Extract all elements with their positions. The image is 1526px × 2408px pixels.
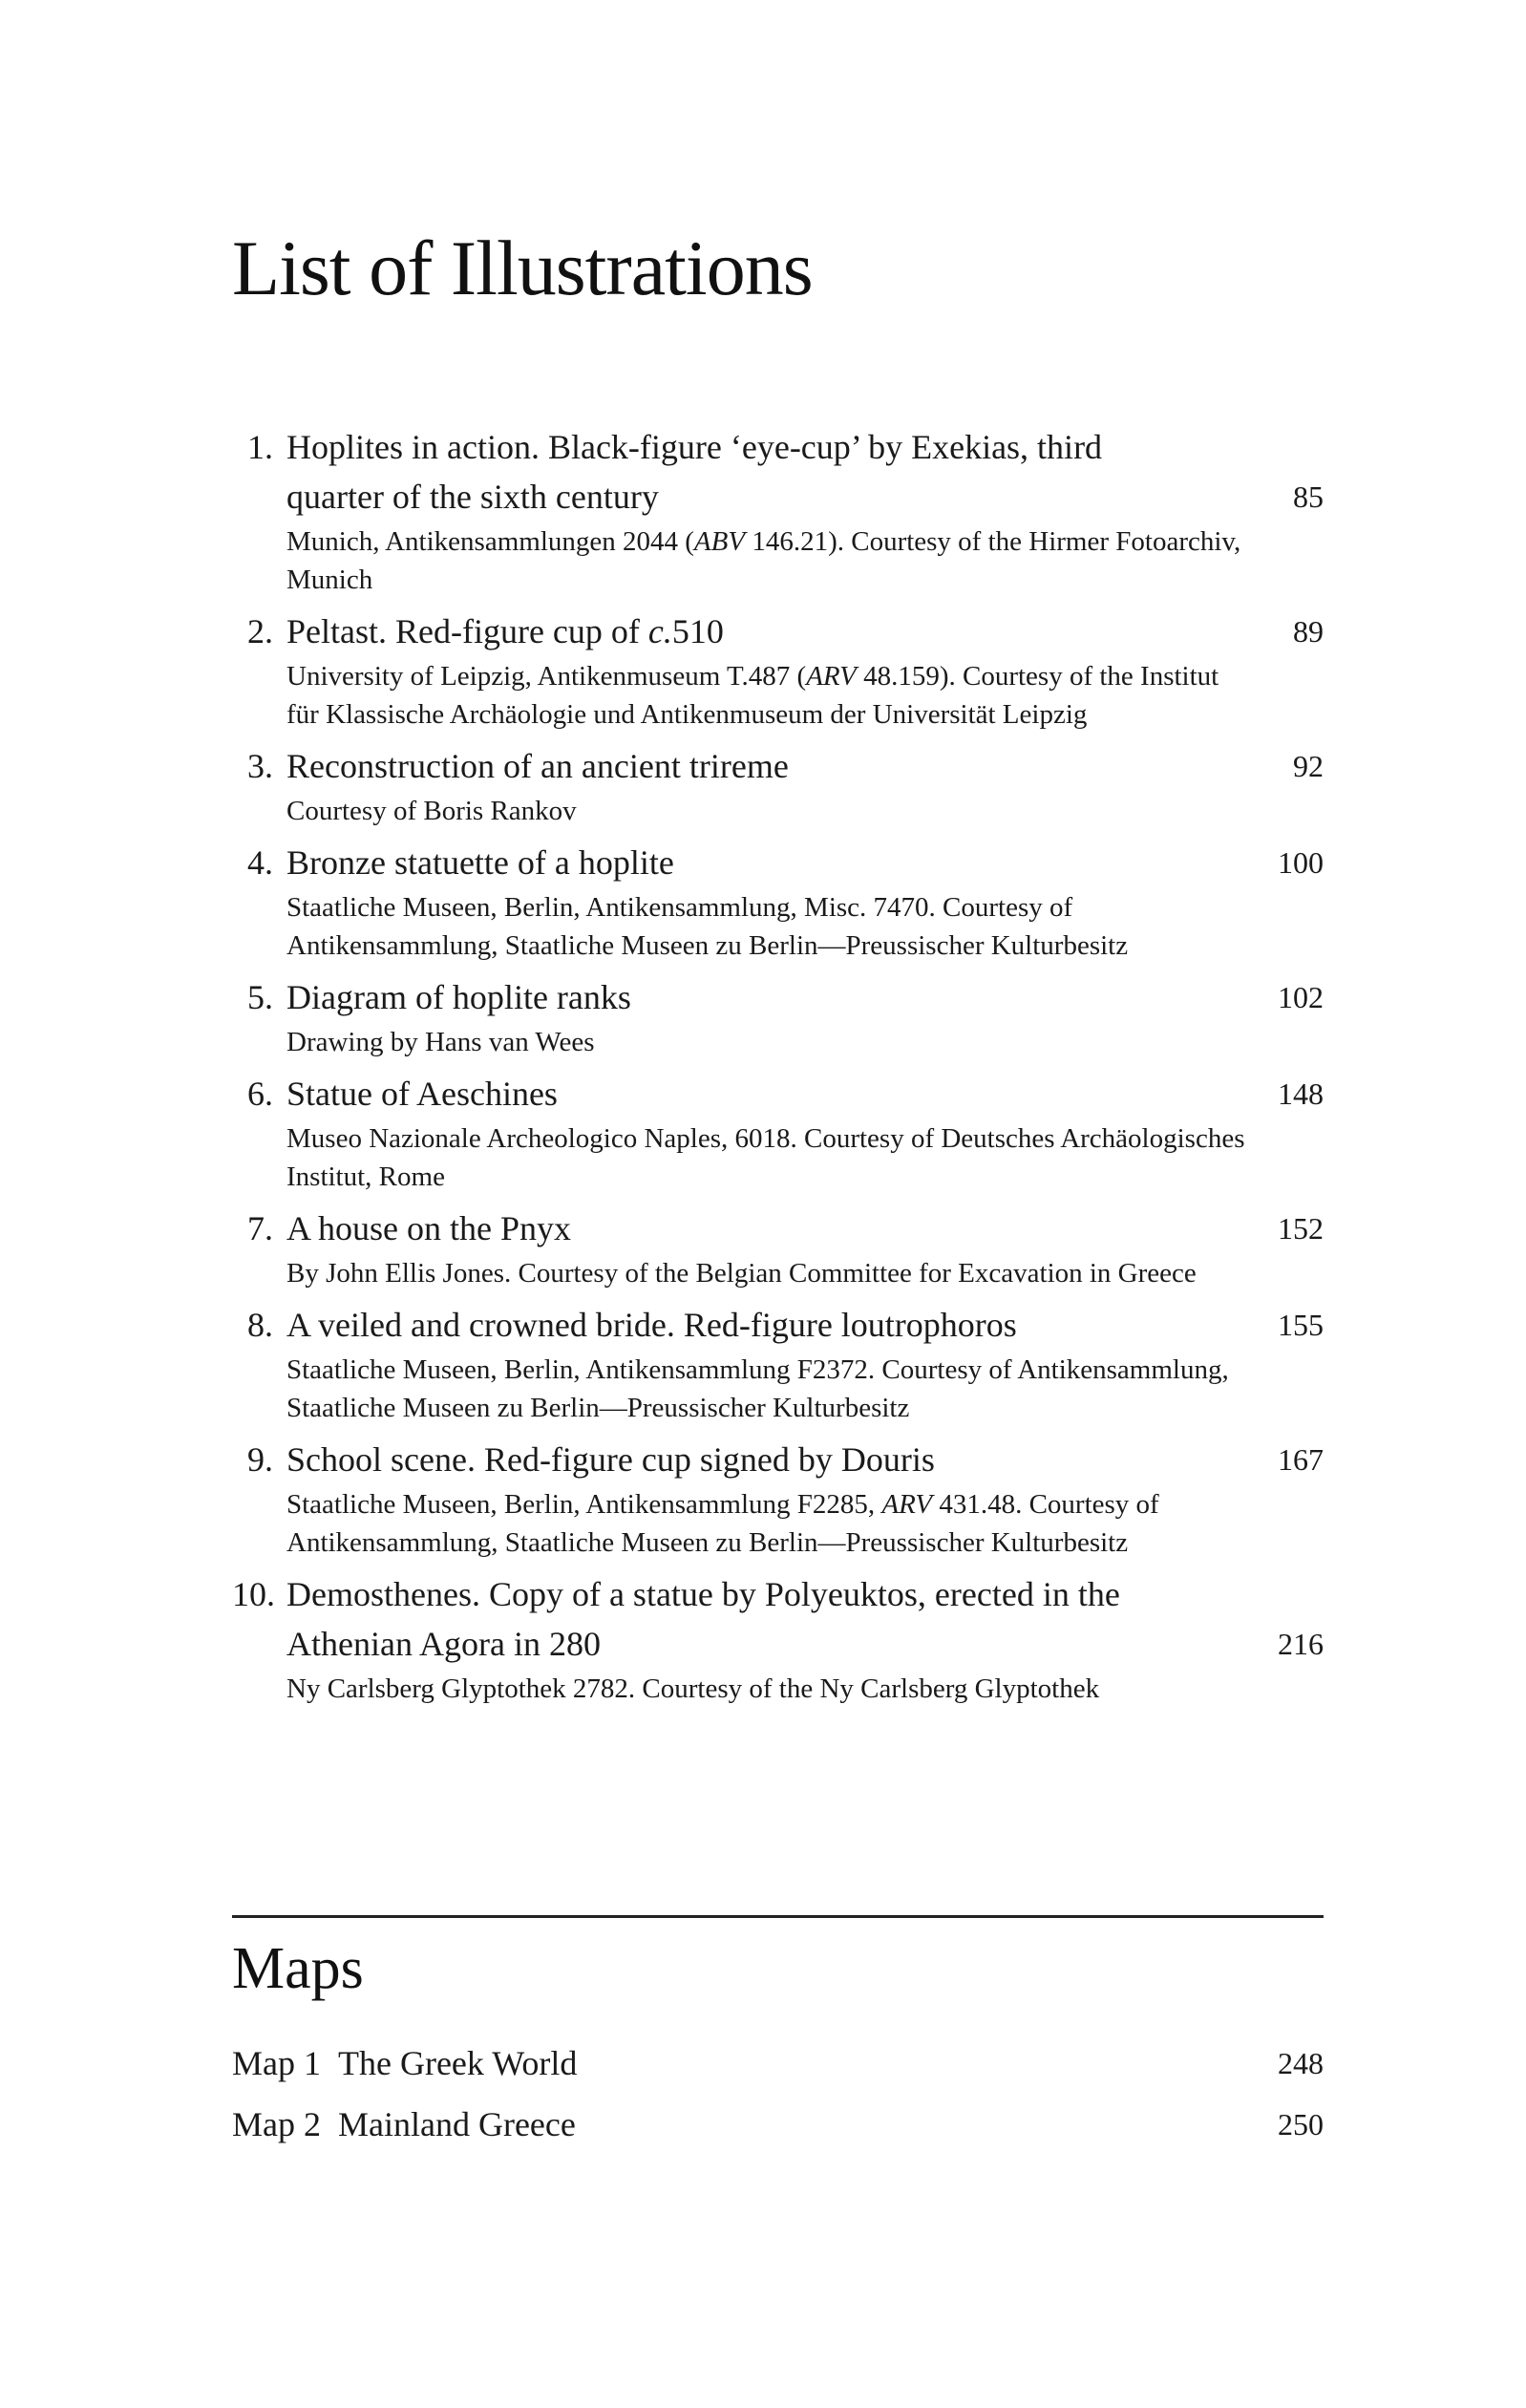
page-number: 167 [1278, 1442, 1324, 1477]
list-item [232, 607, 1324, 734]
map-item [232, 2099, 1324, 2161]
item-caption: Demosthenes. Copy of a statue by Polyeuktos, erected in the Athenian Agora in 280 216 [232, 1569, 1324, 1669]
illustrations-list [232, 422, 1324, 1715]
maps-heading: Maps [232, 1936, 364, 2001]
list-item [232, 1435, 1324, 1562]
item-number: 1. [247, 428, 273, 466]
page-number: 152 [1278, 1211, 1324, 1246]
map-title: The Greek World [338, 2044, 578, 2082]
item-caption: Hoplites in action. Black-figure ‘eye-cup’ by Exekias, third quarter of the sixth century 85 [232, 422, 1324, 522]
item-number: 7. [247, 1209, 273, 1247]
item-credit: Staatliche Museen, Berlin, Antikensammlung F2372. Courtesy of Antikensammlung, Staatliche Museen zu Berlin—Preussischer Kulturbesitz [286, 1354, 1229, 1423]
item-credit: Munich, Antikensammlungen 2044 (ABV 146.21). Courtesy of the Hirmer Fotoarchiv, Munich [286, 526, 1241, 595]
page-number: 248 [1278, 2046, 1324, 2080]
page-number: 92 [1293, 749, 1324, 783]
list-item [232, 741, 1324, 830]
list-item [232, 1300, 1324, 1427]
item-caption: Bronze statuette of a hoplite 100 [232, 838, 1324, 887]
item-caption: School scene. Red-figure cup signed by Douris 167 [232, 1435, 1324, 1484]
item-credit: Courtesy of Boris Rankov [286, 796, 577, 826]
page-number: 216 [1278, 1627, 1324, 1661]
page-number: 100 [1278, 845, 1324, 880]
page-number: 102 [1278, 980, 1324, 1014]
page-title: List of Illustrations [232, 224, 813, 311]
item-number: 4. [247, 843, 273, 882]
map-number: Map 1 [232, 2044, 321, 2082]
item-credit: Ny Carlsberg Glyptothek 2782. Courtesy of the Ny Carlsberg Glyptothek [286, 1673, 1100, 1704]
item-credit: University of Leipzig, Antikenmuseum T.487 (ARV 48.159). Courtesy of the Institut für Klassische Archäologie und Antikenmuseum der Universität Leipzig [286, 661, 1219, 730]
item-caption: A veiled and crowned bride. Red-figure loutrophoros 155 [232, 1300, 1324, 1350]
list-item [232, 1204, 1324, 1292]
item-credit: By John Ellis Jones. Courtesy of the Belgian Committee for Excavation in Greece [286, 1258, 1197, 1289]
page-number: 148 [1278, 1076, 1324, 1111]
map-item [232, 2038, 1324, 2099]
item-caption: Statue of Aeschines 148 [232, 1069, 1324, 1119]
item-number: 10. [232, 1575, 275, 1613]
item-caption: Reconstruction of an ancient trireme 92 [232, 741, 1324, 791]
item-caption: A house on the Pnyx 152 [232, 1204, 1324, 1253]
item-credit: Museo Nazionale Archeologico Naples, 6018. Courtesy of Deutsches Archäologisches Institut, Rome [286, 1123, 1245, 1192]
list-item [232, 1069, 1324, 1196]
item-credit: Staatliche Museen, Berlin, Antikensammlung F2285, ARV 431.48. Courtesy of Antikensammlung, Staatliche Museen zu Berlin—Preussischer Kulturbesitz [286, 1489, 1159, 1558]
list-item [232, 1569, 1324, 1708]
item-credit: Staatliche Museen, Berlin, Antikensammlung, Misc. 7470. Courtesy of Antikensammlung, Staatliche Museen zu Berlin—Preussischer Kulturbesitz [286, 892, 1129, 961]
list-item [232, 838, 1324, 965]
section-divider [232, 1915, 1324, 1918]
list-item [232, 422, 1324, 599]
list-item [232, 972, 1324, 1061]
page-number: 89 [1293, 614, 1324, 649]
map-number: Map 2 [232, 2105, 321, 2143]
item-number: 3. [247, 747, 273, 785]
item-number: 9. [247, 1440, 273, 1479]
page-number: 155 [1278, 1308, 1324, 1342]
item-caption: Peltast. Red-figure cup of c.510 89 [232, 607, 1324, 656]
item-number: 8. [247, 1306, 273, 1344]
page-number: 85 [1293, 479, 1324, 514]
item-number: 2. [247, 612, 273, 650]
item-number: 5. [247, 978, 273, 1016]
maps-list [232, 2038, 1324, 2161]
item-number: 6. [247, 1075, 273, 1113]
map-title: Mainland Greece [338, 2105, 576, 2143]
item-caption: Diagram of hoplite ranks 102 [232, 972, 1324, 1022]
item-credit: Drawing by Hans van Wees [286, 1027, 595, 1057]
page-number: 250 [1278, 2107, 1324, 2142]
